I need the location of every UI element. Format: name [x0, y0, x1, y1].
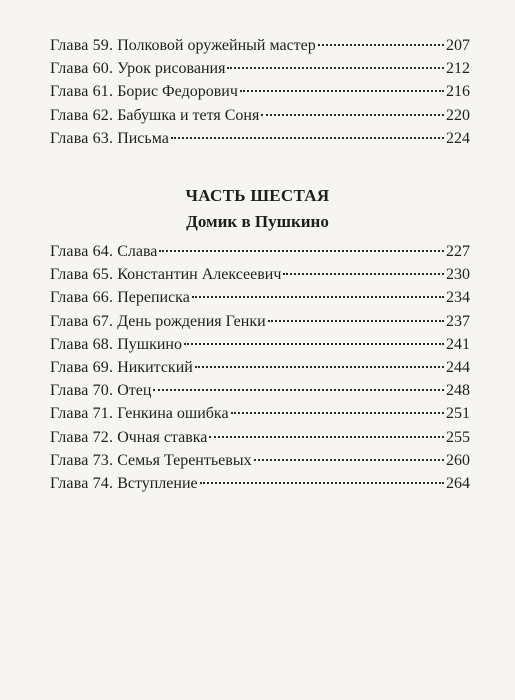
chapter-title: Полковой оружейный мастер: [117, 37, 316, 54]
toc-group-part-six: [50, 240, 470, 495]
dot-leader: [200, 482, 444, 484]
chapter-word: Глава: [50, 60, 89, 78]
chapter-number: 74.: [92, 474, 114, 492]
chapter-title: День рождения Генки: [117, 312, 266, 330]
dot-leader: [227, 67, 444, 69]
chapter-number: 66.: [92, 289, 114, 307]
toc-entry: [50, 286, 470, 309]
part-subtitle: Домик в Пушкино: [186, 212, 329, 231]
toc-entry: [50, 472, 470, 495]
chapter-word: Глава: [50, 405, 89, 423]
chapter-number: 69.: [92, 358, 114, 376]
page-number: 241: [446, 335, 470, 353]
chapter-title: Бабушка и тетя Соня: [117, 106, 260, 124]
chapter-title: Письма: [117, 129, 169, 147]
toc-entry: [50, 263, 470, 286]
chapter-title: Очная ставка: [117, 428, 208, 446]
dot-leader: [261, 114, 444, 116]
chapter-word: Глава: [50, 289, 89, 307]
page-number: 264: [446, 474, 470, 492]
dot-leader: [195, 366, 444, 368]
chapter-number: 65.: [92, 266, 114, 284]
chapter-word: Глава: [50, 83, 89, 101]
dot-leader: [184, 343, 444, 345]
toc-entry: [50, 34, 470, 57]
page-number: 237: [446, 312, 470, 330]
toc-group-part-five: [50, 34, 470, 150]
page-number: 230: [446, 266, 470, 284]
chapter-word: Глава: [50, 37, 89, 54]
page-number: 227: [446, 243, 470, 260]
page-number: 251: [446, 405, 470, 423]
chapter-title: Вступление: [117, 474, 198, 492]
chapter-title: Константин Алексеевич: [117, 266, 282, 284]
chapter-title: Никитский: [117, 358, 193, 376]
chapter-word: Глава: [50, 358, 89, 376]
chapter-word: Глава: [50, 266, 89, 284]
toc-entry: [50, 426, 470, 449]
page-number: 224: [446, 129, 470, 147]
toc-entry: [50, 104, 470, 127]
toc-entry: [50, 333, 470, 356]
toc-entry: [50, 449, 470, 472]
chapter-word: Глава: [50, 312, 89, 330]
page-number: 212: [446, 60, 470, 78]
chapter-title: Генкина ошибка: [117, 405, 229, 423]
chapter-number: 62.: [92, 106, 114, 124]
toc-entry: [50, 356, 470, 379]
chapter-number: 59.: [92, 37, 114, 54]
chapter-title: Борис Федорович: [117, 83, 238, 101]
dot-leader: [283, 273, 444, 275]
dot-leader: [268, 320, 444, 322]
dot-leader: [240, 90, 444, 92]
chapter-word: Глава: [50, 106, 89, 124]
chapter-number: 70.: [92, 382, 114, 400]
chapter-title: Переписка: [117, 289, 190, 307]
chapter-number: 71.: [92, 405, 114, 423]
page-number: 207: [446, 37, 470, 54]
chapter-number: 64.: [92, 243, 114, 260]
toc-entry: [50, 379, 470, 402]
page-number: 220: [446, 106, 470, 124]
part-heading: ЧАСТЬ ШЕСТАЯ: [185, 186, 330, 205]
dot-leader: [231, 412, 444, 414]
page-number: 255: [446, 428, 470, 446]
chapter-word: Глава: [50, 451, 89, 469]
chapter-number: 68.: [92, 335, 114, 353]
chapter-word: Глава: [50, 335, 89, 353]
chapter-title: Слава: [117, 243, 158, 260]
toc-entry: [50, 80, 470, 103]
toc-entry: [50, 57, 470, 80]
chapter-number: 73.: [92, 451, 114, 469]
toc-entry: [50, 127, 470, 150]
chapter-word: Глава: [50, 129, 89, 147]
toc-entry: [50, 240, 470, 263]
chapter-word: Глава: [50, 474, 89, 492]
page-number: 244: [446, 358, 470, 376]
toc-entry: [50, 310, 470, 333]
chapter-title: Семья Терентьевых: [117, 451, 252, 469]
chapter-title: Урок рисования: [117, 60, 226, 78]
chapter-word: Глава: [50, 428, 89, 446]
toc-entry: [50, 402, 470, 425]
dot-leader: [153, 389, 444, 391]
page-number: 260: [446, 451, 470, 469]
page-number: 234: [446, 289, 470, 307]
chapter-word: Глава: [50, 382, 89, 400]
chapter-number: 60.: [92, 60, 114, 78]
chapter-title: Отец: [117, 382, 152, 400]
chapter-number: 61.: [92, 83, 114, 101]
dot-leader: [171, 137, 444, 139]
chapter-word: Глава: [50, 243, 89, 260]
dot-leader: [192, 296, 444, 298]
chapter-number: 63.: [92, 129, 114, 147]
page-number: 248: [446, 382, 470, 400]
dot-leader: [159, 250, 444, 252]
dot-leader: [209, 436, 444, 438]
dot-leader: [254, 459, 444, 461]
chapter-number: 72.: [92, 428, 114, 446]
page-number: 216: [446, 83, 470, 101]
dot-leader: [318, 44, 444, 46]
chapter-title: Пушкино: [117, 335, 182, 353]
chapter-number: 67.: [92, 312, 114, 330]
